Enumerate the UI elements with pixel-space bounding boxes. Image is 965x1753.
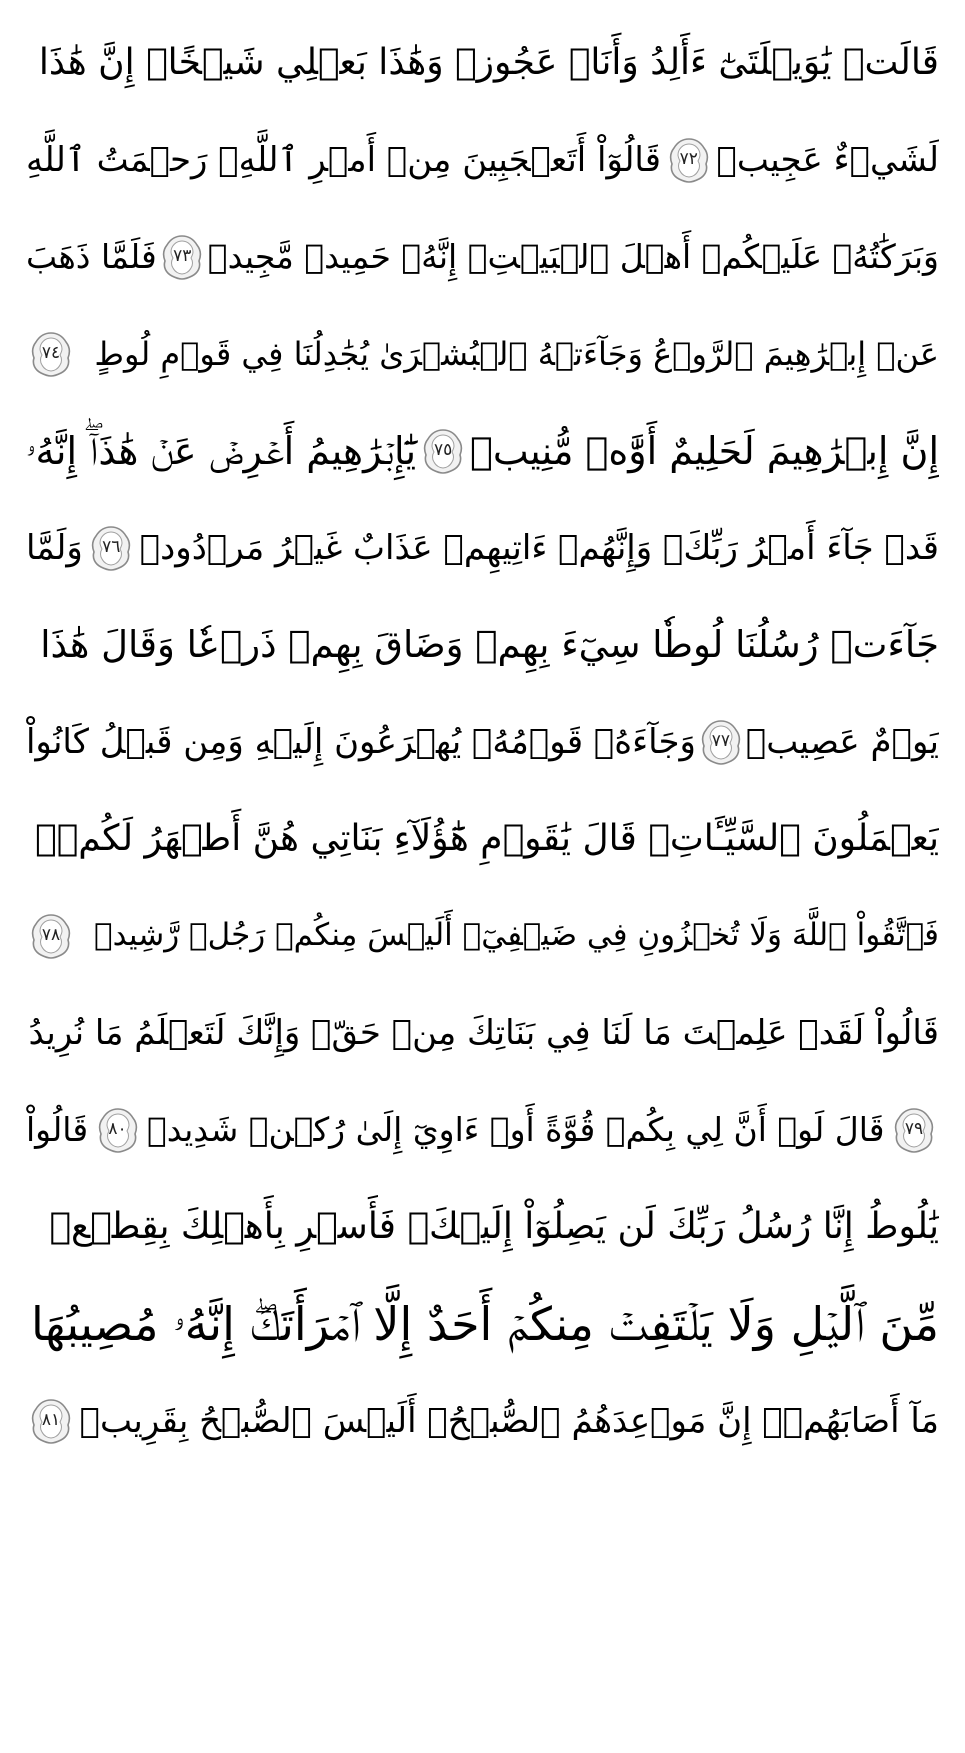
verse-text: وَلَمَّا — [26, 527, 83, 568]
verse-text: عَنۡ إِبۡرَٰهِيمَ ٱلرَّوۡعُ وَجَآءَتۡهُ ٱلۡبُشۡرَىٰ يُجَٰدِلُنَا فِي قَوۡمِ لُوطٍ — [94, 334, 939, 373]
verse-text: يَعۡمَلُونَ ٱلسَّيِّـَٔاتِۚ قَالَ يَٰقَوۡمِ هَٰٓؤُلَآءِ بَنَاتِي هُنَّ أَطۡهَرُ لَكُمۡۖ — [35, 817, 939, 859]
verse-text: قَالُواْ — [26, 1110, 89, 1149]
text-line — [26, 208, 939, 305]
verse-text: مَآ أَصَابَهُمۡۚ إِنَّ مَوۡعِدَهُمُ ٱلصُّبۡحُۚ أَلَيۡسَ ٱلصُّبۡحُ بِقَرِيبٖ — [79, 1400, 939, 1441]
text-line — [26, 111, 939, 208]
verse-end-marker — [161, 234, 203, 280]
verse-number: ٧٥ — [433, 440, 453, 460]
text-line — [26, 1275, 939, 1372]
verse-number: ٧٢ — [679, 149, 698, 169]
verse-text: يَٰٓإِبۡرَٰهِيمُ أَعۡرِضۡ عَنۡ هَٰذَآۖ إِنَّهُۥ — [26, 428, 417, 473]
verse-text: قَالَتۡ يَٰوَيۡلَتَىٰٓ ءَأَلِدُ وَأَنَا۠ عَجُوزٞ وَهَٰذَا بَعۡلِي شَيۡخًاۖ إِنَّ هَٰذَا — [38, 41, 939, 83]
text-line — [26, 1081, 939, 1178]
verse-text: وَجَآءَهُۥ قَوۡمُهُۥ يُهۡرَعُونَ إِلَيۡهِ وَمِن قَبۡلُ كَانُواْ — [26, 721, 696, 762]
verse-number: ٧٦ — [102, 537, 121, 557]
verse-number: ٧٤ — [41, 343, 61, 363]
text-line — [26, 14, 939, 111]
text-line — [26, 402, 939, 499]
verse-number: ٨١ — [41, 1410, 61, 1430]
text-line — [26, 499, 939, 596]
verse-end-marker — [422, 428, 464, 474]
verse-number: ٧٧ — [711, 731, 731, 751]
text-line — [26, 693, 939, 790]
verse-end-marker — [30, 1398, 72, 1444]
text-line — [26, 596, 939, 693]
verse-text: جَآءَتۡ رُسُلُنَا لُوطٗا سِيٓءَ بِهِمۡ وَضَاقَ بِهِمۡ ذَرۡعٗا وَقَالَ هَٰذَا — [40, 623, 939, 666]
verse-text: قَالَ لَوۡ أَنَّ لِي بِكُمۡ قُوَّةً أَوۡ ءَاوِيٓ إِلَىٰ رُكۡنٖ شَدِيدٖ — [146, 1110, 885, 1149]
verse-number: ٧٩ — [904, 1119, 924, 1139]
verse-number: ٨٠ — [108, 1119, 127, 1139]
verse-text: فَٱتَّقُواْ ٱللَّهَ وَلَا تُخۡزُونِ فِي ضَيۡفِيٓۖ أَلَيۡسَ مِنكُمۡ رَجُلٞ رَّشِيدٞ — [93, 917, 939, 953]
verse-text: قَالُواْ لَقَدۡ عَلِمۡتَ مَا لَنَا فِي بَنَاتِكَ مِنۡ حَقّٖ وَإِنَّكَ لَتَعۡلَمُ مَا نُرِيدُ — [28, 1012, 939, 1053]
verse-text: فَلَمَّا ذَهَبَ — [26, 237, 157, 276]
verse-number: ٧٨ — [41, 925, 61, 945]
verse-text: يَٰلُوطُ إِنَّا رُسُلُ رَبِّكَ لَن يَصِلُوٓاْ إِلَيۡكَۖ فَأَسۡرِ بِأَهۡلِكَ بِقِطۡعٖ — [49, 1205, 939, 1247]
text-line — [26, 305, 939, 402]
verse-text: لَشَيۡءٌ عَجِيبٞ — [716, 139, 939, 180]
verse-text: قَالُوٓاْ أَتَعۡجَبِينَ مِنۡ أَمۡرِ ٱللَّهِۖ رَحۡمَتُ ٱللَّهِ — [26, 139, 662, 180]
verse-end-marker — [97, 1107, 139, 1153]
verse-end-marker — [668, 137, 710, 183]
verse-end-marker — [893, 1107, 935, 1153]
text-line — [26, 887, 939, 984]
verse-end-marker — [90, 525, 132, 571]
verse-text: إِنَّ إِبۡرَٰهِيمَ لَحَلِيمٌ أَوَّٰهٞ مُّنِيبٞ — [470, 428, 939, 473]
verse-number: ٧٣ — [173, 246, 192, 266]
text-line — [26, 984, 939, 1081]
verse-end-marker — [700, 719, 742, 765]
text-line — [26, 1178, 939, 1275]
verse-text: وَبَرَكَٰتُهُۥ عَلَيۡكُمۡ أَهۡلَ ٱلۡبَيۡتِۚ إِنَّهُۥ حَمِيدٞ مَّجِيدٞ — [207, 237, 939, 276]
verse-end-marker — [30, 331, 72, 377]
text-line — [26, 1372, 939, 1469]
verse-text: يَوۡمٌ عَصِيبٞ — [745, 721, 939, 762]
verse-text: مِّنَ ٱلَّيۡلِ وَلَا يَلۡتَفِتۡ مِنكُمۡ أَحَدٌ إِلَّا ٱمۡرَأَتَكَۖ إِنَّهُۥ مُصِيبُهَا — [30, 1296, 939, 1351]
text-line — [26, 790, 939, 887]
verse-text: قَدۡ جَآءَ أَمۡرُ رَبِّكَۖ وَإِنَّهُمۡ ءَاتِيهِمۡ عَذَابٌ غَيۡرُ مَرۡدُودٖ — [139, 527, 939, 568]
verse-end-marker — [30, 913, 72, 959]
